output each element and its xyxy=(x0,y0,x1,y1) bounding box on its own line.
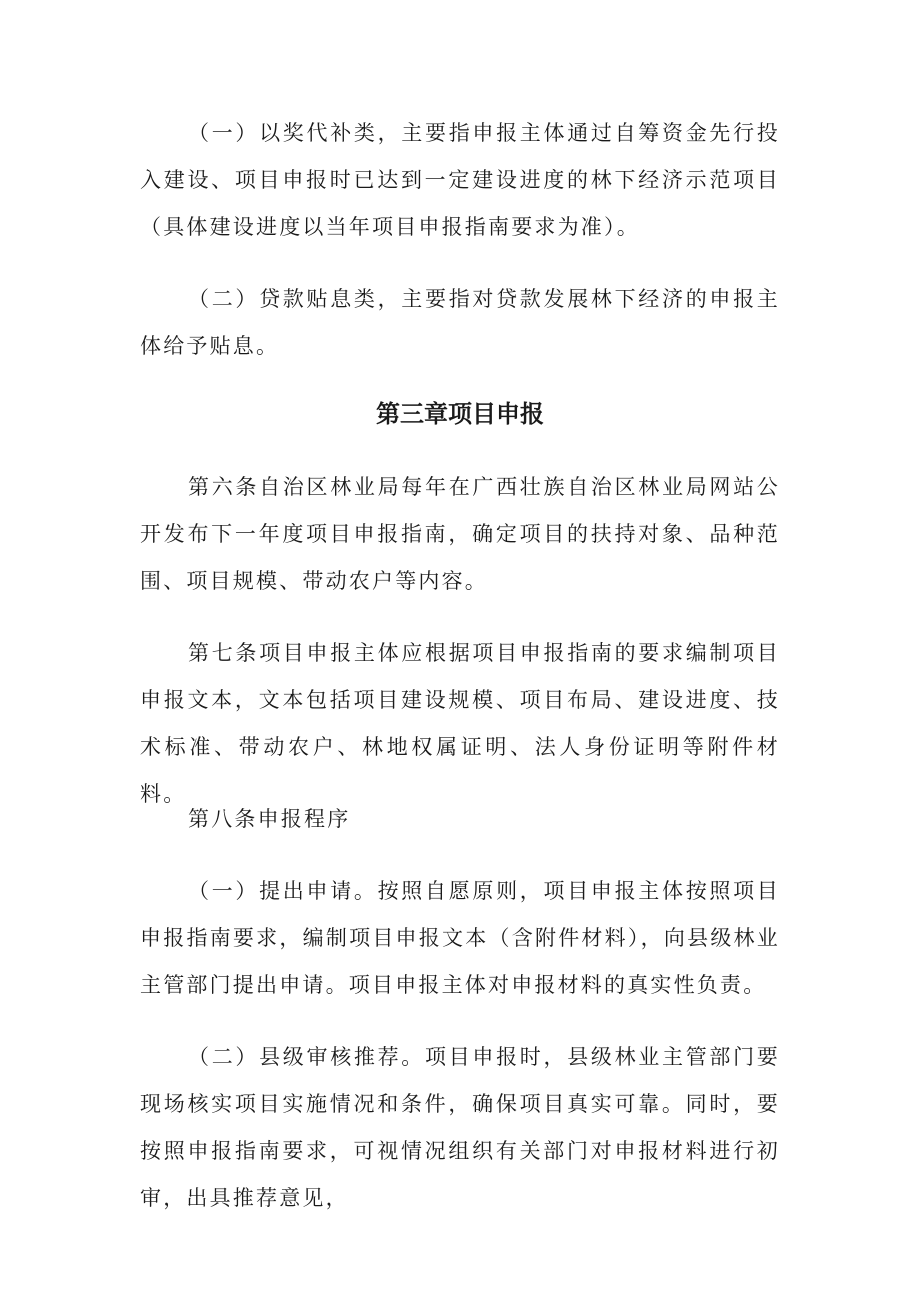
paragraph-county-review: （二）县级审核推荐。项目申报时，县级林业主管部门要现场核实项目实施情况和条件，确保项目真实可靠。同时，要按照申报指南要求，可视情况组织有关部门对申报材料进行初审，出具推荐意见， xyxy=(140,1045,780,1210)
paragraph-reward-subsidy: （一）以奖代补类，主要指申报主体通过自筹资金先行投入建设、项目申报时已达到一定建设进度的林下经济示范项目（具体建设进度以当年项目申报指南要求为准）。 xyxy=(140,121,780,239)
paragraph-article-6: 第六条自治区林业局每年在广西壮族自治区林业局网站公开发布下一年度项目申报指南，确定项目的扶持对象、品种范围、项目规模、带动农户等内容。 xyxy=(140,475,780,593)
paragraph-article-8: 第八条申报程序 xyxy=(188,807,351,831)
paragraph-submit-application: （一）提出申请。按照自愿原则，项目申报主体按照项目申报指南要求，编制项目申报文本（含附件材料），向县级林业主管部门提出申请。项目申报主体对申报材料的真实性负责。 xyxy=(140,879,780,997)
paragraph-article-7: 第七条项目申报主体应根据项目申报指南的要求编制项目申报文本，文本包括项目建设规模、项目布局、建设进度、技术标准、带动农户、林地权属证明、法人身份证明等附件材料。 xyxy=(140,641,780,806)
chapter-heading: 第三章项目申报 xyxy=(376,400,544,428)
paragraph-loan-interest: （二）贷款贴息类，主要指对贷款发展林下经济的申报主体给予贴息。 xyxy=(140,287,780,358)
